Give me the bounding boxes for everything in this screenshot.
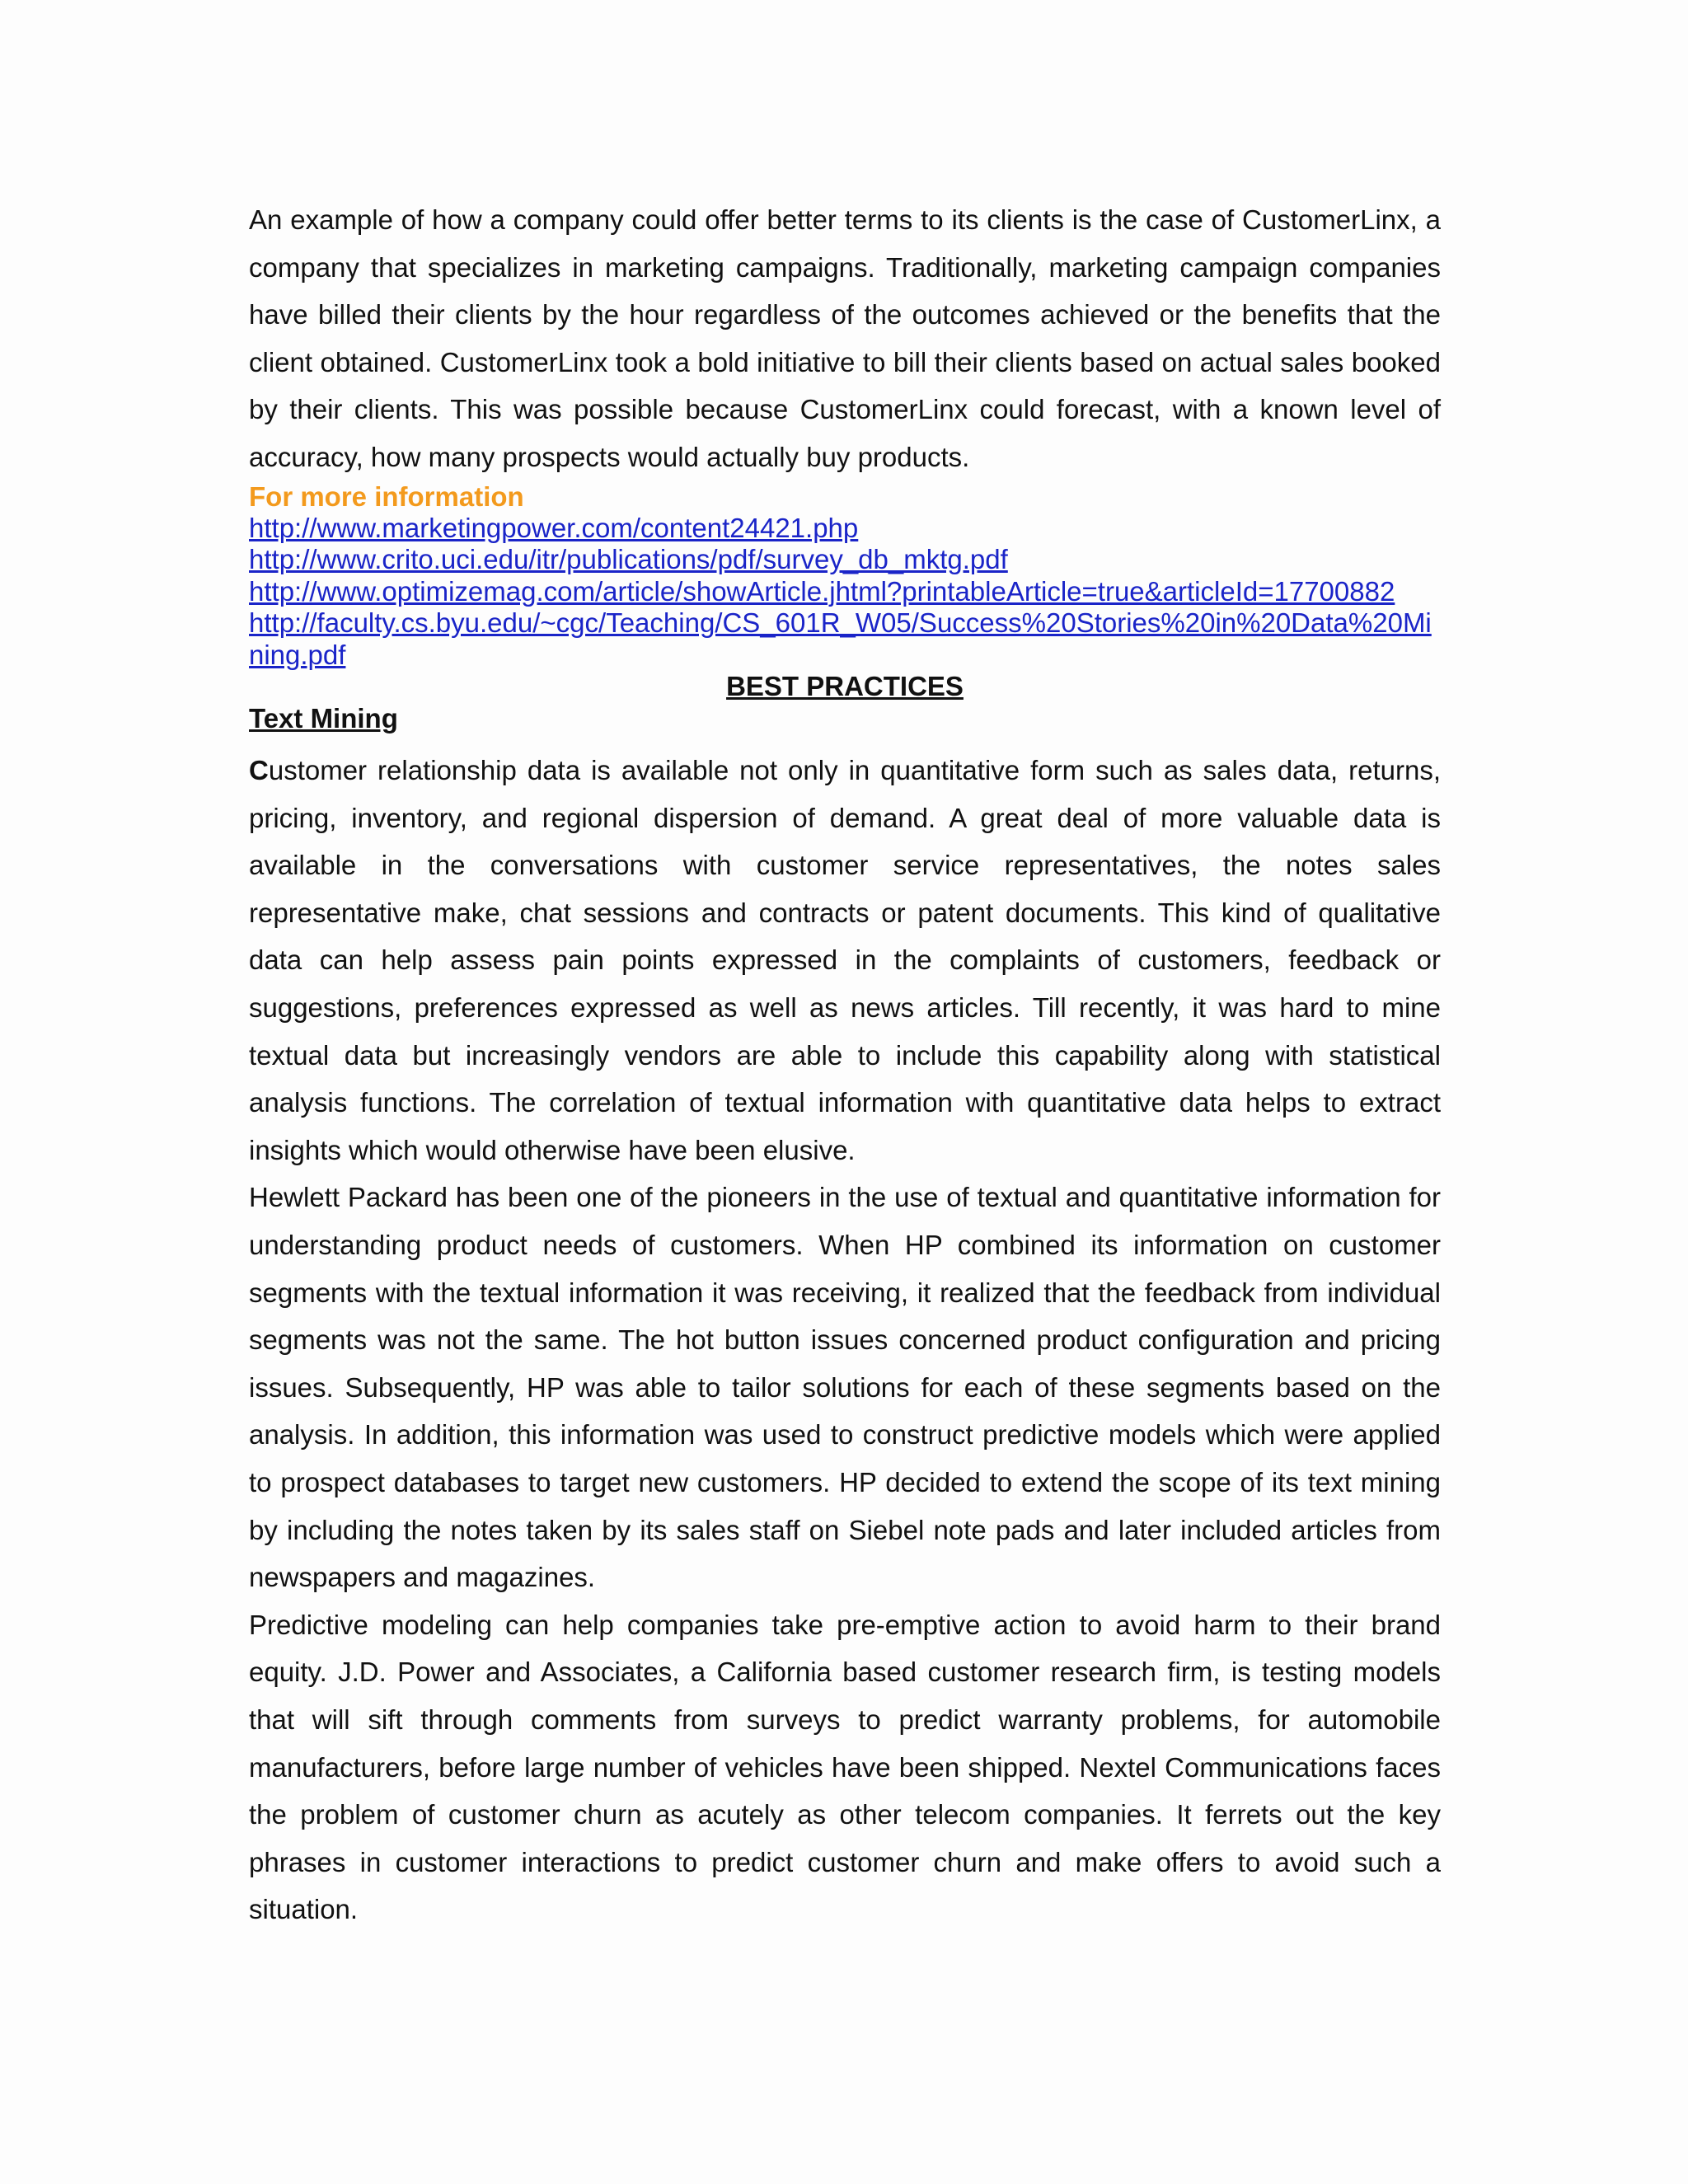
best-practices-header	[249, 671, 1441, 747]
list-item	[249, 607, 1441, 671]
list-item	[249, 544, 1441, 576]
link-optimizemag[interactable]: http://www.optimizemag.com/article/showArticle.jhtml?printableArticle=true&articleId=17700882	[249, 575, 1395, 607]
link-crito-survey[interactable]: http://www.crito.uci.edu/itr/publications/pdf/survey_db_mktg.pdf	[249, 544, 1008, 575]
link-marketingpower[interactable]: http://www.marketingpower.com/content24421.php	[249, 512, 859, 543]
list-item	[249, 513, 1441, 545]
more-info-heading: For more information	[249, 480, 524, 512]
document-page	[249, 196, 1441, 1933]
text-mining-paragraph-predictive: Predictive modeling can help companies take pre-emptive action to avoid harm to their brand equity. J.D. Power and Associates, a California based customer research firm, is testing models that will sift through comments from surveys to predict warranty problems, for automobile manufacturers, before large number of vehicles have been shipped. Nextel Communications faces the problem of customer churn as acutely as other telecom companies. It ferrets out the key phrases in customer interactions to predict customer churn and make offers to avoid such a situation.	[249, 1609, 1441, 1925]
paragraph-body: ustomer relationship data is available not only in quantitative form such as sales data, returns, pricing, inventory, and regional dispersion of demand. A great deal of more valuable data is available in the conversations with customer service representatives, the notes sales representative make, chat sessions and contracts or patent documents. This kind of qualitative data can help assess pain points expressed in the complaints of customers, feedback or suggestions, preferences expressed as well as news articles. Till recently, it was hard to mine textual data but increasingly vendors are able to include this capability along with statistical analysis functions. The correlation of textual information with quantitative data helps to extract insights which would otherwise have been elusive.	[249, 755, 1441, 1165]
list-item	[249, 576, 1441, 608]
text-mining-paragraph-hp: Hewlett Packard has been one of the pioneers in the use of textual and quantitative information for understanding product needs of customers. When HP combined its information on customer segments with the textual information it was receiving, it realized that the feedback from individual segments was not the same. The hot button issues concerned product configuration and pricing issues. Subsequently, HP was able to tailor solutions for each of these segments based on the analysis. In addition, this information was used to construct predictive models which were applied to prospect databases to target new customers. HP decided to extend the scope of its text mining by including the notes taken by its sales staff on Siebel note pads and later included articles from newspapers and magazines.	[249, 1182, 1441, 1593]
more-info-links	[249, 513, 1441, 672]
section-title-text-mining: Text Mining	[249, 703, 398, 734]
intro-paragraph: An example of how a company could offer better terms to its clients is the case of CustomerLinx, a company that specializes in marketing campaigns. Traditionally, marketing campaign companies have billed their clients by the hour regardless of the outcomes achieved or the benefits that the client obtained. CustomerLinx took a bold initiative to bill their clients based on actual sales booked by their clients. This was possible because CustomerLinx could forecast, with a known level of accuracy, how many prospects would actually buy products.	[249, 204, 1441, 472]
text-mining-paragraph-1	[249, 747, 1441, 1174]
best-practices-title: BEST PRACTICES	[726, 671, 964, 702]
dropcap-letter: C	[249, 755, 269, 786]
link-byu-success-stories[interactable]: http://faculty.cs.byu.edu/~cgc/Teaching/CS_601R_W05/Success%20Stories%20in%20Data%20Mining.pdf	[249, 607, 1432, 670]
